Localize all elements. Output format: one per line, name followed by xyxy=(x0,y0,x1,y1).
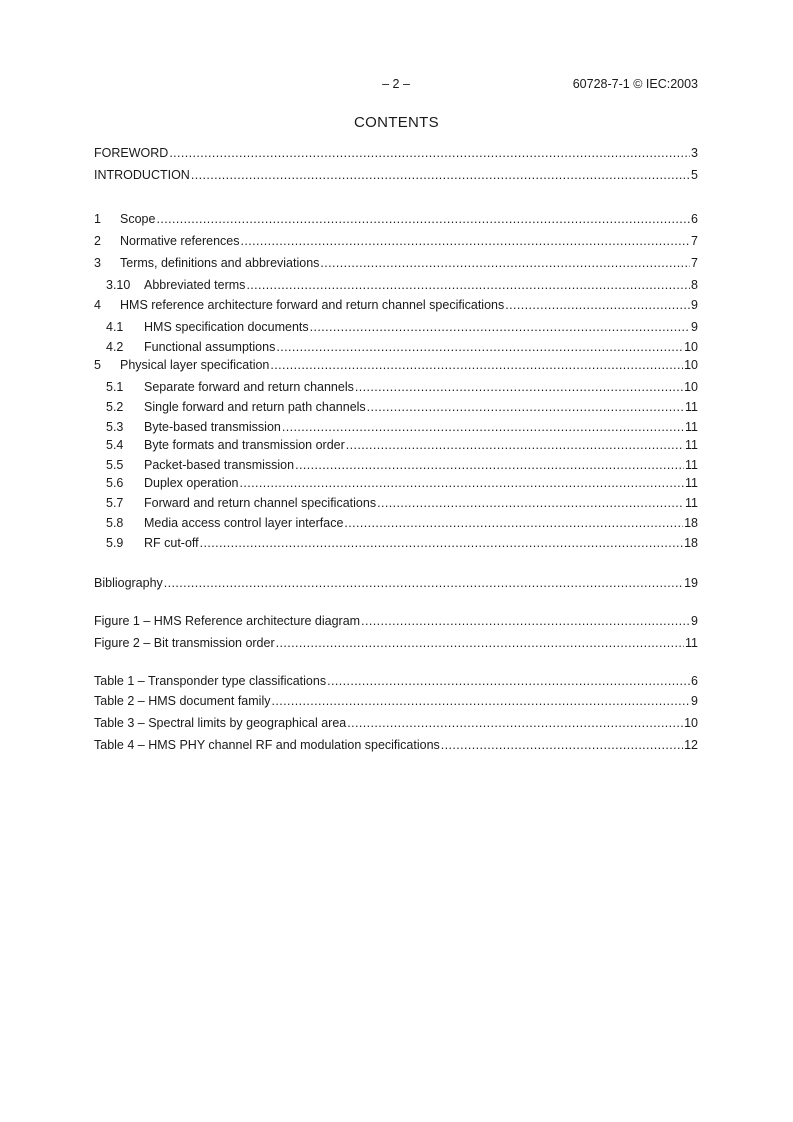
toc-entry-number: 5.2 xyxy=(106,400,124,414)
toc-entry-number: 5.3 xyxy=(106,420,124,434)
toc-entry-page: 9 xyxy=(691,614,698,628)
toc-entry[interactable] xyxy=(106,475,698,491)
toc-entry[interactable] xyxy=(94,233,698,249)
toc-entry-title: Terms, definitions and abbreviations xyxy=(120,256,320,270)
toc-entry[interactable] xyxy=(106,339,698,355)
toc-entry-page: 10 xyxy=(684,358,698,372)
toc-entry-number: 3 xyxy=(94,256,101,270)
toc-entry[interactable] xyxy=(94,635,698,651)
toc-leader-dots xyxy=(276,339,683,355)
toc-entry-number: 5 xyxy=(94,358,101,372)
toc-leader-dots xyxy=(241,233,691,249)
toc-entry-number: 3.10 xyxy=(106,278,131,292)
toc-entry-title: Physical layer specification xyxy=(120,358,270,372)
toc-leader-dots xyxy=(347,715,683,731)
toc-leader-dots xyxy=(344,515,683,531)
toc-leader-dots xyxy=(367,399,684,415)
toc-leader-dots xyxy=(191,167,690,183)
toc-entry-page: 10 xyxy=(684,340,698,354)
toc-entry-page: 8 xyxy=(691,278,698,292)
toc-entry[interactable] xyxy=(106,379,698,395)
toc-entry-page: 11 xyxy=(685,400,698,414)
toc-entry-page: 9 xyxy=(691,694,698,708)
toc-entry[interactable] xyxy=(106,515,698,531)
toc-leader-dots xyxy=(164,575,683,591)
toc-entry-title: Media access control layer interface xyxy=(144,516,344,530)
toc-entry-number: 5.9 xyxy=(106,536,124,550)
toc-leader-dots xyxy=(377,495,684,511)
toc-entry-title: Scope xyxy=(120,212,156,226)
toc-entry-number: 5.7 xyxy=(106,496,124,510)
toc-entry[interactable] xyxy=(94,693,698,709)
toc-entry-page: 3 xyxy=(691,146,698,160)
toc-entry-number: 4 xyxy=(94,298,101,312)
toc-entry-title: HMS reference architecture forward and return channel specifications xyxy=(120,298,505,312)
toc-entry[interactable] xyxy=(94,167,698,183)
toc-entry-page: 19 xyxy=(684,576,698,590)
toc-entry[interactable] xyxy=(106,437,698,453)
toc-leader-dots xyxy=(282,419,684,435)
toc-entry[interactable] xyxy=(106,277,698,293)
toc-entry[interactable] xyxy=(94,673,698,689)
toc-entry[interactable] xyxy=(94,297,698,313)
toc-entry-title: FOREWORD xyxy=(94,146,169,160)
page-number: – 2 – xyxy=(382,77,410,91)
toc-entry-title: Table 1 – Transponder type classifications xyxy=(94,674,327,688)
toc-entry-number: 2 xyxy=(94,234,101,248)
toc-leader-dots xyxy=(276,635,684,651)
toc-entry-page: 11 xyxy=(685,438,698,452)
toc-leader-dots xyxy=(295,457,684,473)
toc-entry-page: 11 xyxy=(685,476,698,490)
toc-entry-page: 10 xyxy=(684,380,698,394)
toc-entry[interactable] xyxy=(106,535,698,551)
toc-entry-title: Duplex operation xyxy=(144,476,239,490)
toc-entry[interactable] xyxy=(94,613,698,629)
toc-entry-title: Functional assumptions xyxy=(144,340,276,354)
toc-entry-title: RF cut-off xyxy=(144,536,199,550)
toc-entry-number: 5.4 xyxy=(106,438,124,452)
toc-leader-dots xyxy=(200,535,683,551)
toc-entry-title: Bibliography xyxy=(94,576,163,590)
toc-entry-page: 10 xyxy=(684,716,698,730)
toc-entry-title: Abbreviated terms xyxy=(144,278,246,292)
toc-leader-dots xyxy=(156,211,690,227)
toc-entry-number: 4.2 xyxy=(106,340,124,354)
toc-entry-title: Table 4 – HMS PHY channel RF and modulation specifications xyxy=(94,738,440,752)
toc-entry-page: 11 xyxy=(685,636,698,650)
toc-entry[interactable] xyxy=(106,319,698,335)
toc-entry[interactable] xyxy=(106,419,698,435)
toc-entry-title: Byte-based transmission xyxy=(144,420,281,434)
toc-leader-dots xyxy=(441,737,683,753)
toc-entry-page: 9 xyxy=(691,298,698,312)
toc-entry-page: 11 xyxy=(685,496,698,510)
toc-entry[interactable] xyxy=(106,399,698,415)
toc-leader-dots xyxy=(270,357,683,373)
toc-entry-title: Figure 1 – HMS Reference architecture diagram xyxy=(94,614,361,628)
toc-entry-page: 7 xyxy=(691,256,698,270)
document-id: 60728-7-1 © IEC:2003 xyxy=(572,77,698,91)
toc-entry-title: Table 3 – Spectral limits by geographical area xyxy=(94,716,347,730)
toc-entry-number: 5.8 xyxy=(106,516,124,530)
toc-entry[interactable] xyxy=(94,575,698,591)
toc-entry[interactable] xyxy=(106,495,698,511)
toc-entry[interactable] xyxy=(94,737,698,753)
toc-entry-page: 18 xyxy=(684,516,698,530)
toc-entry-title: Single forward and return path channels xyxy=(144,400,366,414)
contents-title: CONTENTS xyxy=(354,114,439,131)
toc-entry-page: 6 xyxy=(691,674,698,688)
toc-leader-dots xyxy=(240,475,685,491)
toc-entry-title: Packet-based transmission xyxy=(144,458,295,472)
toc-entry-page: 6 xyxy=(691,212,698,226)
toc-entry-number: 4.1 xyxy=(106,320,124,334)
toc-leader-dots xyxy=(327,673,690,689)
toc-entry-number: 5.1 xyxy=(106,380,124,394)
toc-entry-number: 1 xyxy=(94,212,101,226)
toc-leader-dots xyxy=(320,255,690,271)
toc-leader-dots xyxy=(361,613,690,629)
toc-entry[interactable] xyxy=(94,357,698,373)
toc-entry-title: Byte formats and transmission order xyxy=(144,438,345,452)
toc-entry[interactable] xyxy=(106,457,698,473)
toc-leader-dots xyxy=(310,319,690,335)
toc-entry-page: 11 xyxy=(685,458,698,472)
toc-entry-title: Table 2 – HMS document family xyxy=(94,694,271,708)
toc-entry-title: HMS specification documents xyxy=(144,320,309,334)
toc-leader-dots xyxy=(169,145,690,161)
toc-entry-title: Separate forward and return channels xyxy=(144,380,354,394)
toc-entry-number: 5.5 xyxy=(106,458,124,472)
toc-entry[interactable] xyxy=(94,145,698,161)
toc-leader-dots xyxy=(271,693,690,709)
toc-entry[interactable] xyxy=(94,255,698,271)
toc-leader-dots xyxy=(355,379,683,395)
toc-entry-page: 5 xyxy=(691,168,698,182)
toc-entry-page: 11 xyxy=(685,420,698,434)
toc-entry-page: 18 xyxy=(684,536,698,550)
toc-entry-page: 7 xyxy=(691,234,698,248)
toc-entry-title: Normative references xyxy=(120,234,240,248)
toc-entry-title: Forward and return channel specifications xyxy=(144,496,377,510)
toc-entry[interactable] xyxy=(94,211,698,227)
toc-leader-dots xyxy=(246,277,690,293)
toc-entry-number: 5.6 xyxy=(106,476,124,490)
toc-entry-title: Figure 2 – Bit transmission order xyxy=(94,636,275,650)
toc-entry-page: 9 xyxy=(691,320,698,334)
toc-leader-dots xyxy=(505,297,690,313)
toc-leader-dots xyxy=(346,437,684,453)
toc-entry-title: INTRODUCTION xyxy=(94,168,190,182)
toc-entry-page: 12 xyxy=(684,738,698,752)
toc-entry[interactable] xyxy=(94,715,698,731)
